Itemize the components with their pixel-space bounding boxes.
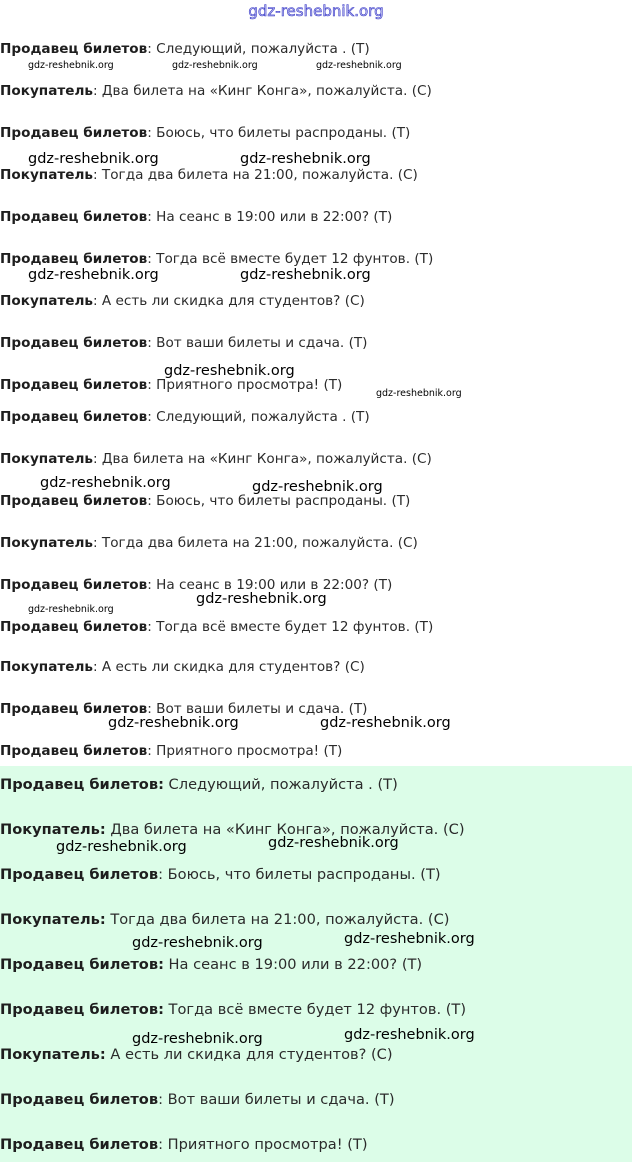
speaker-label: Покупатель (0, 535, 94, 551)
dialogue-line (0, 742, 342, 760)
dialogue-line (0, 911, 449, 929)
dialogue-line (0, 776, 398, 794)
line-text: : Вот ваши билеты и сдача. (T) (147, 335, 368, 351)
line-text: На сеанс в 19:00 или в 22:00? (T) (163, 956, 423, 973)
speaker-label: Покупатель (0, 659, 94, 675)
line-text: : Следующий, пожалуйста . (T) (147, 409, 370, 425)
dialogue-line (0, 618, 433, 636)
line-text: : Приятного просмотра! (T) (147, 743, 343, 759)
site-header-watermark: gdz-reshebnik.org (248, 2, 384, 20)
dialogue-line (0, 658, 365, 676)
dialogue-line (0, 334, 368, 352)
line-text: Тогда всё вместе будет 12 фунтов. (T) (163, 1001, 467, 1018)
speaker-label: Продавец билетов (0, 866, 159, 883)
speaker-label: Продавец билетов: (0, 956, 164, 973)
line-text: : Приятного просмотра! (T) (147, 377, 343, 393)
watermark: gdz-reshebnik.org (164, 363, 295, 379)
speaker-label: Продавец билетов (0, 335, 148, 351)
dialogue-line (0, 1091, 395, 1109)
speaker-label: Продавец билетов (0, 125, 148, 141)
watermark: gdz-reshebnik.org (108, 715, 239, 731)
speaker-label: Продавец билетов (0, 377, 148, 393)
speaker-label: Продавец билетов (0, 493, 148, 509)
line-text: : Тогда два билета на 21:00, пожалуйста. (C) (93, 167, 418, 183)
line-text: : Вот ваши билеты и сдача. (T) (158, 1091, 395, 1108)
speaker-label: Продавец билетов (0, 41, 148, 57)
speaker-label: Продавец билетов (0, 251, 148, 267)
line-text: : Тогда всё вместе будет 12 фунтов. (T) (147, 619, 434, 635)
line-text: : А есть ли скидка для студентов? (C) (93, 293, 365, 309)
dialogue-line (0, 82, 432, 100)
line-text: : Тогда два билета на 21:00, пожалуйста. (C) (93, 535, 418, 551)
speaker-label: Продавец билетов (0, 701, 148, 717)
watermark: gdz-reshebnik.org (344, 931, 475, 947)
line-text: Тогда два билета на 21:00, пожалуйста. (C) (105, 911, 450, 928)
line-text: : Вот ваши билеты и сдача. (T) (147, 701, 368, 717)
dialogue-line (0, 208, 392, 226)
dialogue-line (0, 1001, 466, 1019)
line-text: Два билета на «Кинг Конга», пожалуйста. (C) (105, 821, 465, 838)
dialogue-line (0, 250, 433, 268)
dialogue-line (0, 292, 365, 310)
watermark: gdz-reshebnik.org (268, 835, 399, 851)
watermark: gdz-reshebnik.org (132, 1031, 263, 1047)
watermark: gdz-reshebnik.org (28, 604, 114, 615)
speaker-label: Покупатель (0, 167, 94, 183)
watermark: gdz-reshebnik.org (252, 479, 383, 495)
watermark: gdz-reshebnik.org (28, 60, 114, 71)
watermark: gdz-reshebnik.org (28, 267, 159, 283)
dialogue-line (0, 450, 432, 468)
watermark: gdz-reshebnik.org (28, 151, 159, 167)
speaker-label: Покупатель (0, 451, 94, 467)
watermark: gdz-reshebnik.org (316, 60, 402, 71)
dialogue-line (0, 408, 370, 426)
line-text: : Следующий, пожалуйста . (T) (147, 41, 370, 57)
line-text: : На сеанс в 19:00 или в 22:00? (T) (147, 209, 393, 225)
speaker-label: Покупатель (0, 293, 94, 309)
speaker-label: Продавец билетов (0, 409, 148, 425)
speaker-label: Продавец билетов (0, 619, 148, 635)
watermark: gdz-reshebnik.org (240, 267, 371, 283)
line-text: : На сеанс в 19:00 или в 22:00? (T) (147, 577, 393, 593)
speaker-label: Продавец билетов (0, 743, 148, 759)
watermark: gdz-reshebnik.org (56, 839, 187, 855)
dialogue-line (0, 1136, 368, 1154)
dialogue-line (0, 956, 422, 974)
dialogue-line (0, 534, 418, 552)
speaker-label: Продавец билетов (0, 209, 148, 225)
speaker-label: Покупатель (0, 83, 94, 99)
dialogue-line (0, 1046, 393, 1064)
dialogue-line (0, 124, 410, 142)
watermark: gdz-reshebnik.org (40, 475, 171, 491)
watermark: gdz-reshebnik.org (132, 935, 263, 951)
line-text: : Боюсь, что билеты распроданы. (T) (147, 493, 411, 509)
watermark: gdz-reshebnik.org (344, 1027, 475, 1043)
line-text: Следующий, пожалуйста . (T) (163, 776, 398, 793)
speaker-label: Покупатель: (0, 911, 106, 928)
watermark: gdz-reshebnik.org (376, 388, 462, 399)
speaker-label: Продавец билетов: (0, 1001, 164, 1018)
watermark: gdz-reshebnik.org (172, 60, 258, 71)
dialogue-line (0, 866, 441, 884)
line-text: А есть ли скидка для студентов? (C) (105, 1046, 393, 1063)
speaker-label: Продавец билетов: (0, 776, 164, 793)
watermark: gdz-reshebnik.org (196, 591, 327, 607)
line-text: : Приятного просмотра! (T) (158, 1136, 368, 1153)
line-text: : Боюсь, что билеты распроданы. (T) (158, 866, 441, 883)
line-text: : Два билета на «Кинг Конга», пожалуйста. (C) (93, 451, 432, 467)
line-text: : Два билета на «Кинг Конга», пожалуйста. (C) (93, 83, 432, 99)
dialogue-line (0, 166, 418, 184)
line-text: : Боюсь, что билеты распроданы. (T) (147, 125, 411, 141)
speaker-label: Продавец билетов (0, 1136, 159, 1153)
speaker-label: Продавец билетов (0, 577, 148, 593)
line-text: : А есть ли скидка для студентов? (C) (93, 659, 365, 675)
watermark: gdz-reshebnik.org (320, 715, 451, 731)
watermark: gdz-reshebnik.org (240, 151, 371, 167)
speaker-label: Продавец билетов (0, 1091, 159, 1108)
line-text: : Тогда всё вместе будет 12 фунтов. (T) (147, 251, 434, 267)
speaker-label: Покупатель: (0, 1046, 106, 1063)
speaker-label: Покупатель: (0, 821, 106, 838)
dialogue-line (0, 40, 370, 58)
